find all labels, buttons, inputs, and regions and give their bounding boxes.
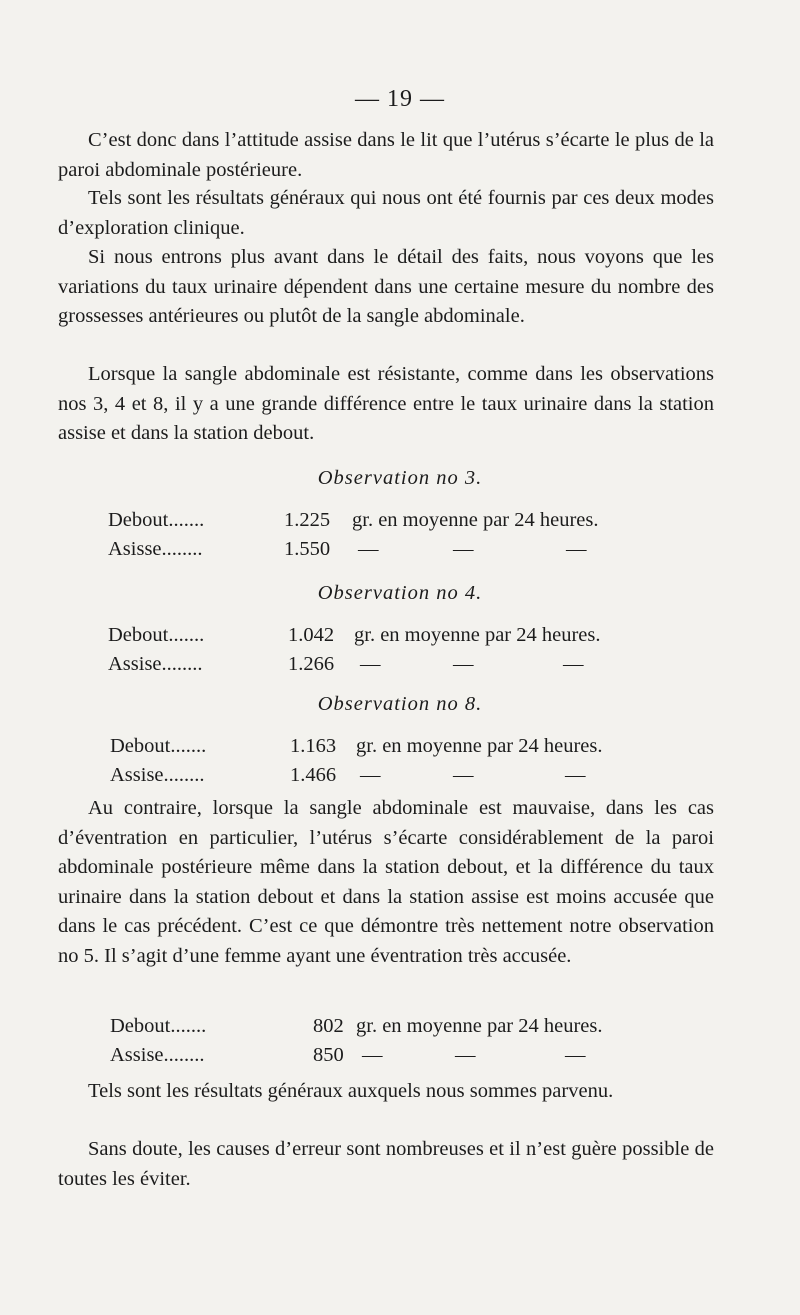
ditto-dash: — [563,653,584,675]
paragraph-5: Au contraire, lorsque la sangle abdominale est mauvaise, dans les cas d’éventration en particulier, l’utérus s’écarte considérablement de la paroi abdominale postérieure même dans la station debout, et la différence du taux urinaire dans la station debout et dans la station assise est moins accusée que dans le cas précédent. C’est ce que démontre très nettement notre observation no 5. Il s’agit d’une femme ayant une éventration très accusée. [58,797,714,967]
row-label: Asisse........ [108,538,203,560]
row-value: 1.266 [288,653,335,675]
paragraph-7: Sans doute, les causes d’erreur sont nombreuses et il n’est guère possible de toutes les éviter. [58,1138,714,1190]
row-unit: gr. en moyenne par 24 heures. [356,735,603,757]
ditto-dash: — [358,538,379,560]
row-unit: gr. en moyenne par 24 heures. [356,1015,603,1037]
paragraph-2: Tels sont les résultats généraux qui nous ont été fournis par ces deux modes d’exploration clinique. [58,187,714,239]
observation-4-row-debout [108,620,708,650]
paragraph-3: Si nous entrons plus avant dans le détail des faits, nous voyons que les variations du taux urinaire dépendent dans une certaine mesure du nombre des grossesses antérieures ou plutôt de la sangle abdominale. [58,246,714,327]
page-number: — 19 — [355,86,445,112]
row-label: Debout....... [108,624,205,646]
row-label: Assise........ [110,764,205,786]
row-value: 1.466 [290,764,337,786]
row-unit: gr. en moyenne par 24 heures. [352,509,599,531]
row-label: Assise........ [110,1044,205,1066]
ditto-dash: — [455,1044,476,1066]
row-label: Debout....... [110,1015,207,1037]
row-value: 1.163 [290,735,337,757]
row-value: 850 [313,1044,344,1066]
ditto-dash: — [453,764,474,786]
ditto-dash: — [360,764,381,786]
observation-3-title: Observation no 3. [317,467,483,489]
ditto-dash: — [362,1044,383,1066]
observation-3-row-debout [108,505,708,535]
paragraph-4: Lorsque la sangle abdominale est résistante, comme dans les observations nos 3, 4 et 8, il y a une grande différence entre le taux urinaire dans la station assise et dans la station debout. [58,363,714,444]
observation-8-title: Observation no 8. [317,693,483,715]
row-label: Assise........ [108,653,203,675]
ditto-dash: — [565,1044,586,1066]
observation-4-row-assise [108,649,708,679]
ditto-dash: — [453,653,474,675]
row-label: Debout....... [110,735,207,757]
row-value: 802 [313,1015,344,1037]
observation-4-title: Observation no 4. [317,582,483,604]
ditto-dash: — [360,653,381,675]
observation-8-row-assise [110,760,710,790]
row-unit: gr. en moyenne par 24 heures. [354,624,601,646]
observation-3-row-assise [108,534,708,564]
row-value: 1.042 [288,624,335,646]
ditto-dash: — [453,538,474,560]
row-value: 1.550 [284,538,331,560]
observation-8-row-debout [110,731,710,761]
observation-5-row-debout [110,1011,710,1041]
paragraph-1: C’est donc dans l’attitude assise dans le lit que l’utérus s’écarte le plus de la paroi abdominale postérieure. [58,129,714,181]
observation-5-row-assise [110,1040,710,1070]
ditto-dash: — [565,764,586,786]
row-value: 1.225 [284,509,331,531]
row-label: Debout....... [108,509,205,531]
paragraph-6: Tels sont les résultats généraux auxquels nous sommes parvenu. [88,1080,614,1102]
ditto-dash: — [566,538,587,560]
